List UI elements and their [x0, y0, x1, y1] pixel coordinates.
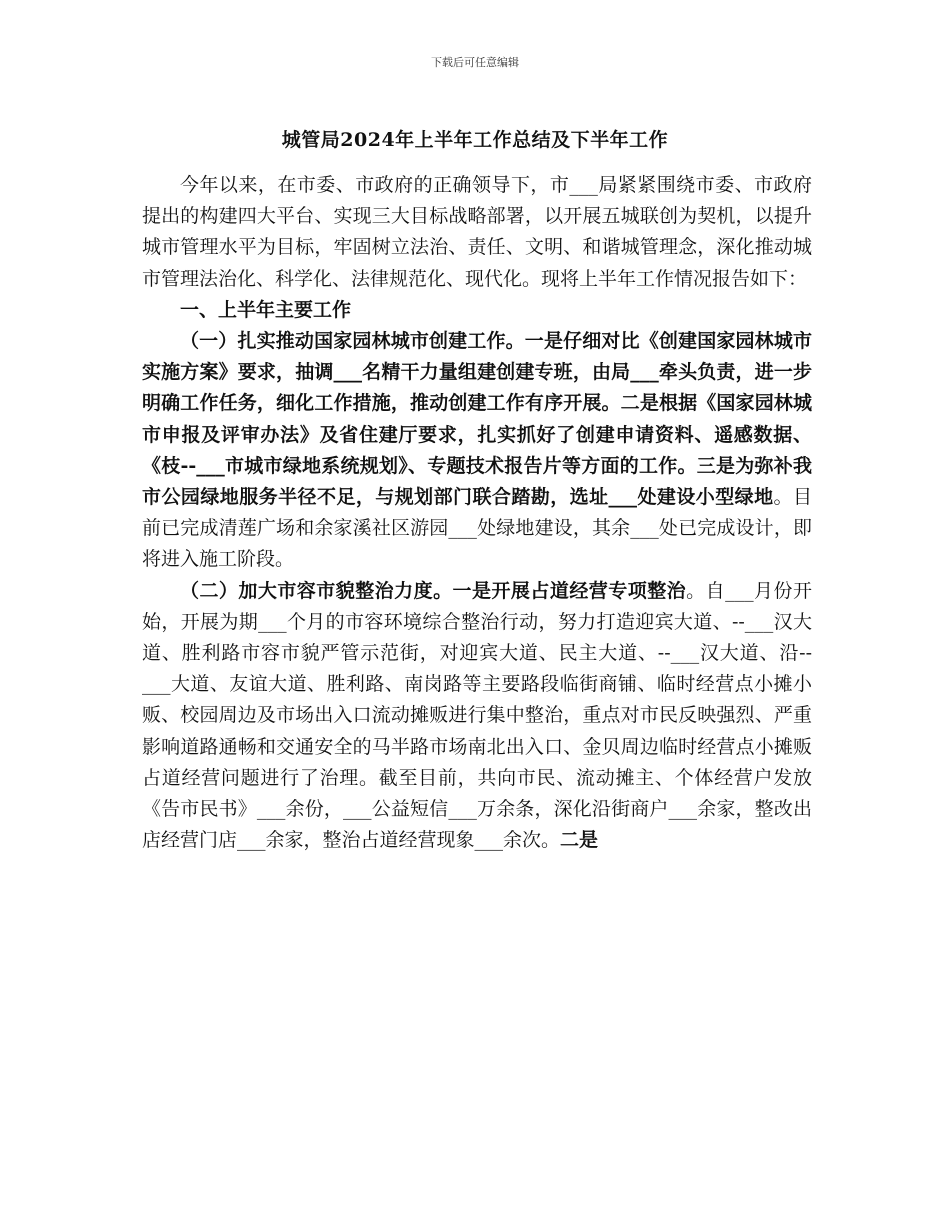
paragraph-city-appearance-normal: 。自___月份开始，开展为期___个月的市容环境综合整治行动，努力打造迎宾大道、--___汉大道、胜利路市容市貌严管示范街，对迎宾大道、民主大道、--___汉大道、沿--___大道、友谊大道、胜利路、南岗路等主要路段临街商铺、临时经营点小摊小贩、校园周边及市场出入口流动摊贩进行集中整治，重点对市民反映强烈、严重影响道路通畅和交通安全的马半路市场南北出入口、金贝周边临时经营点小摊贩占道经营问题进行了治理。截至目前，共向市民、流动摊主、个体经营户发放《告市民书》___余份，___公益短信___万余条，深化沿街商户___余家，整改出店经营门店___余家，整治占道经营现象___余次。	[142, 579, 812, 852]
paragraph-city-appearance	[142, 576, 812, 857]
section-heading-1: 一、上半年主要工作	[180, 298, 352, 321]
document-title: 城管局2024年上半年工作总结及下半年工作	[281, 129, 669, 151]
header-note: 下载后可任意编辑	[431, 56, 519, 69]
paragraph-city-appearance-bold: （二）加大市容市貌整治力度。一是开展占道经营专项整治	[180, 579, 687, 602]
paragraph-garden-city-bold: （一）扎实推动国家园林城市创建工作。一是仔细对比《创建国家园林城市实施方案》要求，抽调___名精干力量组建创建专班，由局___牵头负责，进一步明确工作任务，细化工作措施，推动创建工作有序开展。二是根据《国家园林城市申报及评审办法》及省住建厅要求，扎实抓好了创建申请资料、遥感数据、《枝--___市城市绿地系统规划》、专题技术报告片等方面的工作。三是为弥补我市公园绿地服务半径不足，与规划部门联合踏勘，选址___处建设小型绿地	[142, 330, 812, 509]
paragraph-city-appearance-tail: 二是	[560, 829, 599, 852]
paragraph-garden-city-normal: 。目前已完成清莲广场和余家溪社区游园___处绿地建设，其余___处已完成设计，即将进入施工阶段。	[142, 486, 812, 571]
intro-paragraph: 今年以来，在市委、市政府的正确领导下，市___局紧紧围绕市委、市政府提出的构建四大平台、实现三大目标战略部署，以开展五城联创为契机，以提升城市管理水平为目标，牢固树立法治、责任、文明、和谐城管理念，深化推动城市管理法治化、科学化、法律规范化、现代化。现将上半年工作情况报告如下：	[142, 174, 812, 290]
document-body	[142, 170, 812, 856]
paragraph-garden-city	[142, 326, 812, 576]
